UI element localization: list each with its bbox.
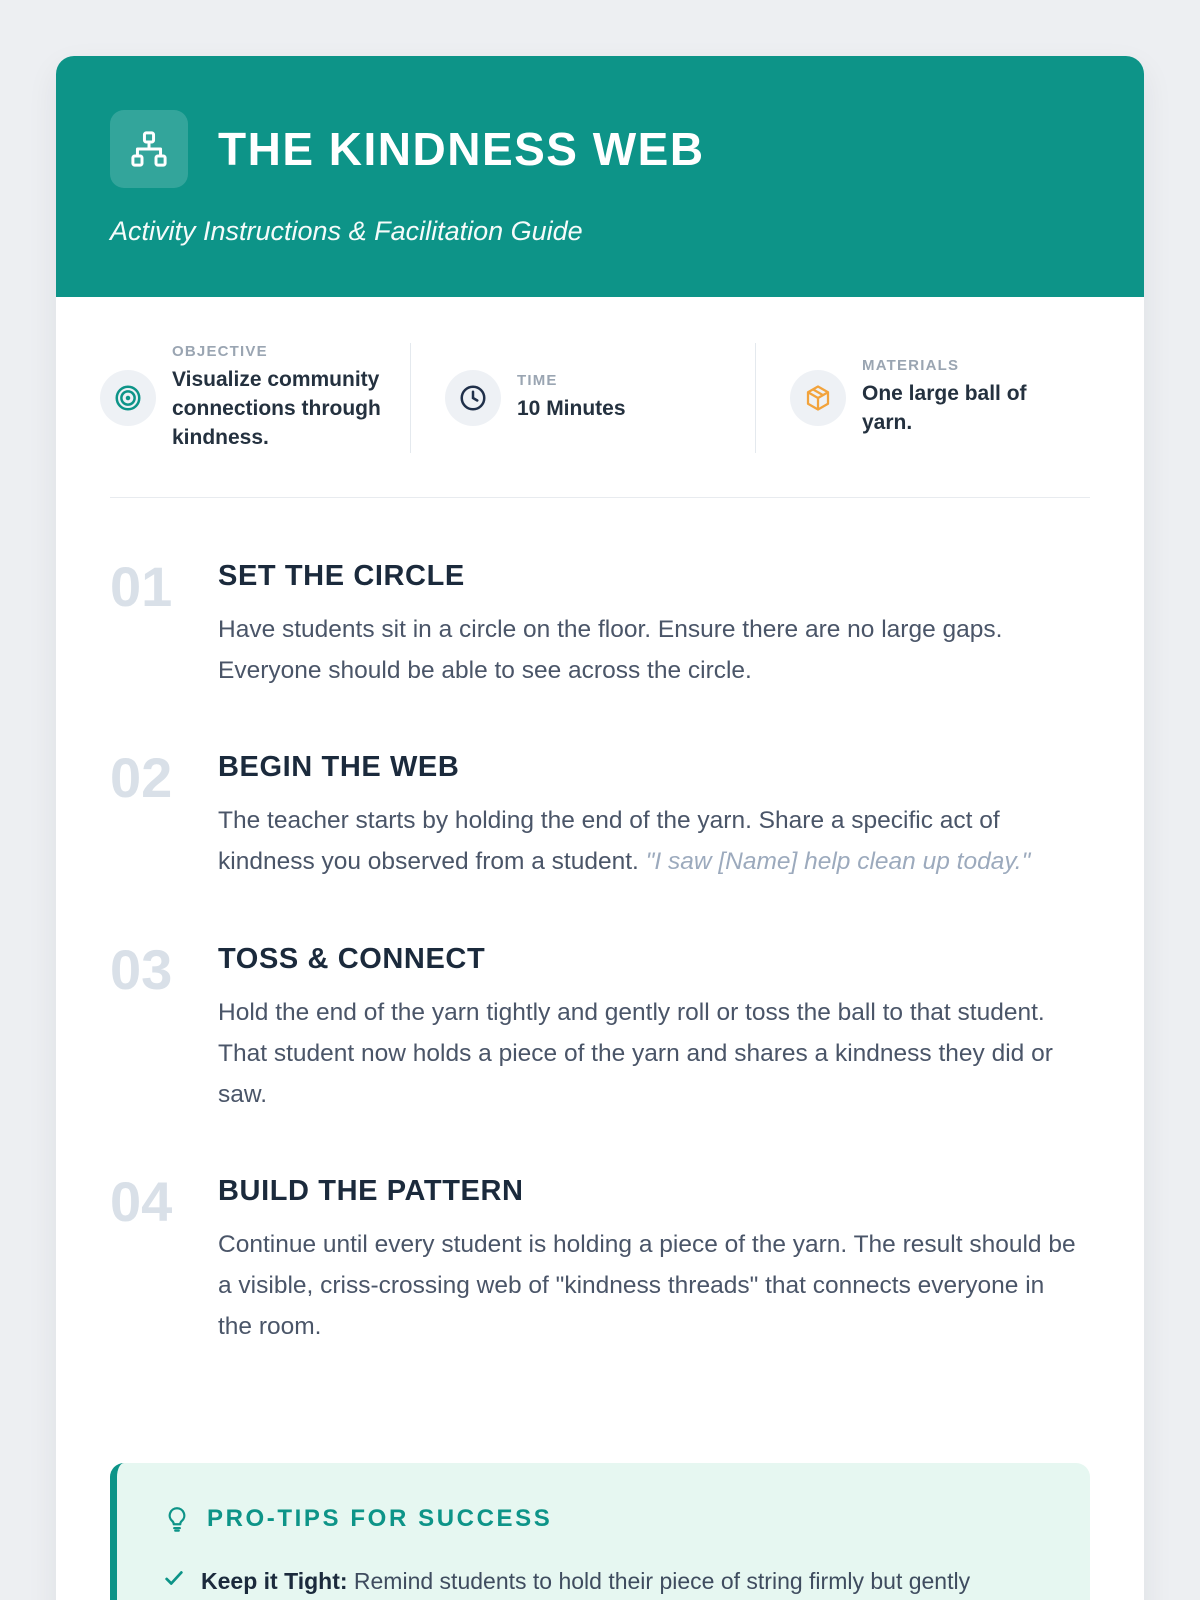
target-icon <box>100 370 156 426</box>
step-body <box>218 800 1078 882</box>
protip-body: Remind students to hold their piece of string firmly but gently <box>353 1568 971 1595</box>
header-top <box>110 110 1090 188</box>
step-body-text: The teacher starts by holding the end of the yarn. Share a specific act of kindness you observed from a student. <box>218 807 1000 876</box>
meta-materials <box>755 343 1100 453</box>
meta-label-time: TIME <box>517 371 558 389</box>
package-icon <box>790 370 846 426</box>
protip-text <box>201 1563 970 1600</box>
check-icon <box>163 1563 185 1589</box>
step-content <box>218 943 1090 1115</box>
step-title: BEGIN THE WEB <box>218 751 460 784</box>
step-2 <box>110 746 1090 882</box>
meta-value-objective: Visualize community connections through kindness. <box>172 368 381 449</box>
step-number: 01 <box>110 554 173 618</box>
steps-list <box>56 498 1144 1438</box>
protips-box <box>110 1463 1090 1600</box>
step-1 <box>110 554 1090 691</box>
step-body <box>218 609 1078 691</box>
meta-label-materials: MATERIALS <box>862 357 960 375</box>
step-quote: "I saw [Name] help clean up today." <box>645 848 1031 876</box>
step-number: 04 <box>110 1170 173 1233</box>
header <box>56 56 1144 297</box>
meta-time <box>410 343 755 453</box>
meta-bar <box>56 297 1144 497</box>
step-content <box>218 560 1090 691</box>
page-subtitle: Activity Instructions & Facilitation Guide <box>110 216 583 246</box>
meta-objective <box>100 343 410 453</box>
meta-text <box>862 357 1062 438</box>
step-body-text: Hold the end of the yarn tightly and gently roll or toss the ball to that student. That student now holds a piece of the yarn and shares a kindness they did or saw. <box>218 998 1053 1108</box>
clock-icon <box>445 370 501 426</box>
step-title: BUILD THE PATTERN <box>218 1175 524 1207</box>
page-title: THE KINDNESS WEB <box>218 122 705 175</box>
step-title: SET THE CIRCLE <box>218 559 465 592</box>
sitemap-icon <box>110 110 188 188</box>
step-body <box>218 1224 1078 1347</box>
step-4 <box>110 1170 1090 1347</box>
protip-lead: Keep it Tight: <box>201 1568 348 1595</box>
protips-title: PRO-TIPS FOR SUCCESS <box>207 1505 553 1533</box>
step-body-text: Have students sit in a circle on the floor. Ensure there are no large gaps. Everyone should be able to see across the circle. <box>218 615 1003 685</box>
meta-label-objective: OBJECTIVE <box>172 343 268 360</box>
step-body-text: Continue until every student is holding a piece of the yarn. The result should be a visible, criss-crossing web of "kindness threads" that connects everyone in the room. <box>218 1231 1076 1341</box>
activity-card <box>56 56 1144 1600</box>
meta-value-materials: One large ball of yarn. <box>862 382 1027 435</box>
step-content <box>218 1175 1090 1347</box>
meta-text <box>172 343 384 453</box>
meta-value-time: 10 Minutes <box>517 396 626 420</box>
protips-header <box>163 1505 1044 1533</box>
meta-text <box>517 372 626 424</box>
step-3 <box>110 937 1090 1115</box>
lightbulb-icon <box>163 1505 191 1533</box>
step-number: 03 <box>110 937 173 1001</box>
protip-item <box>163 1563 1044 1600</box>
step-title: TOSS & CONNECT <box>218 942 486 975</box>
step-content <box>218 751 1090 882</box>
step-number: 02 <box>110 746 173 810</box>
step-body <box>218 992 1078 1115</box>
